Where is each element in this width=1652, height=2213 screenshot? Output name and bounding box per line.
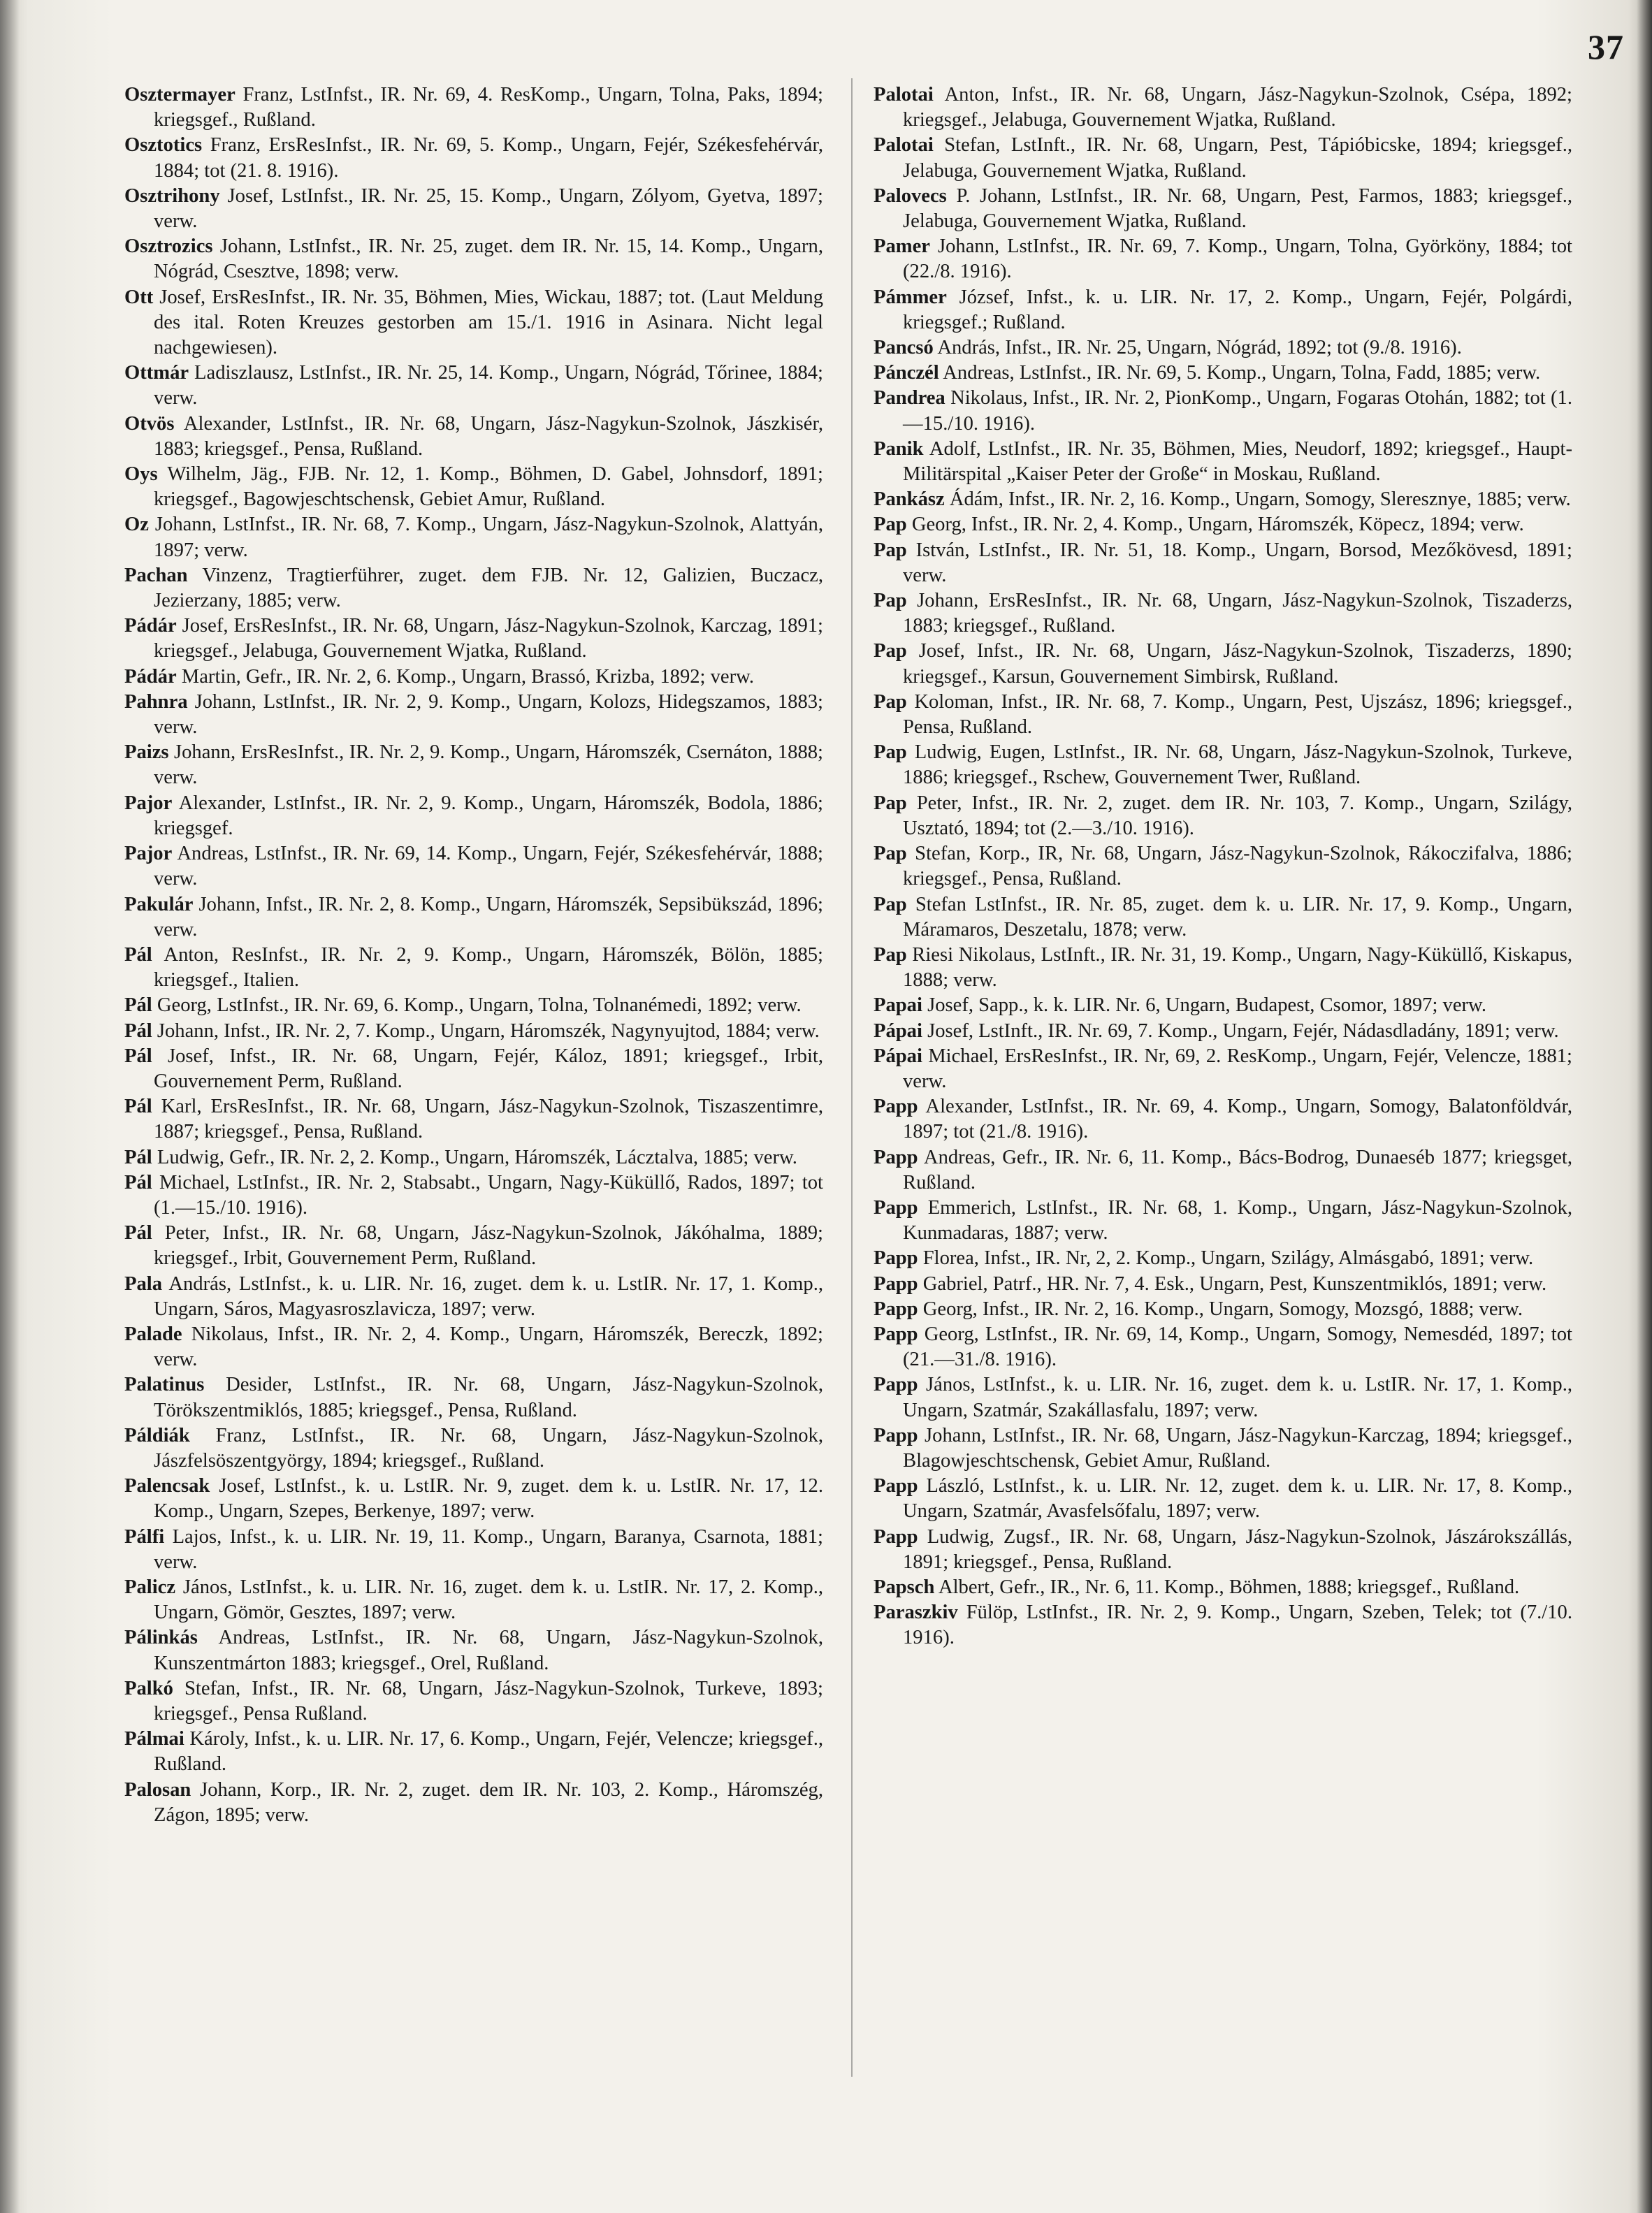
entry-details: Martin, Gefr., IR. Nr. 2, 6. Komp., Ungarn, Brassó, Krizba, 1892; verw.: [176, 665, 755, 688]
entry-surname: Oz: [124, 514, 149, 536]
register-entry: [874, 943, 1572, 993]
entry-surname: Palkó: [124, 1677, 173, 1699]
register-entry: [124, 841, 823, 892]
register-entry: [124, 1372, 823, 1423]
entry-surname: Pap: [874, 792, 907, 814]
register-entry: [124, 740, 823, 790]
register-entry: [874, 1575, 1572, 1600]
entry-surname: Palotai: [874, 84, 934, 106]
entry-surname: Papai: [874, 994, 922, 1017]
register-entry: [874, 1525, 1572, 1575]
register-entry: [124, 285, 823, 361]
entry-surname: Papp: [874, 1374, 918, 1396]
register-entry: [874, 1246, 1572, 1271]
entry-details: Josef, LstInfst., k. u. LstIR. Nr. 9, zuget. dem k. u. LstIR. Nr. 17, 12. Komp., Ungarn, Szepes, Berkenye, 1897; verw.: [154, 1475, 823, 1523]
entry-surname: Pálfi: [124, 1525, 165, 1548]
entry-surname: Osztermayer: [124, 84, 236, 106]
entry-surname: Papp: [874, 1247, 918, 1270]
entry-details: János, LstInfst., k. u. LIR. Nr. 16, zuget. dem k. u. LstIR. Nr. 17, 2. Komp., Ungarn, Gömör, Gesztes, 1897; verw.: [154, 1576, 823, 1624]
entry-details: Anton, Infst., IR. Nr. 68, Ungarn, Jász-Nagykun-Szolnok, Csépa, 1892; kriegsgef., Jelabuga, Gouvernement Wjatka, Rußland.: [903, 84, 1572, 131]
register-entry: [874, 1297, 1572, 1322]
register-entry: [124, 892, 823, 943]
register-entry: [124, 1322, 823, 1372]
entry-surname: Osztrihony: [124, 184, 220, 207]
entry-details: István, LstInfst., IR. Nr. 51, 18. Komp., Ungarn, Borsod, Mezőkövesd, 1891; verw.: [903, 539, 1572, 586]
register-entry: [124, 993, 823, 1018]
entry-details: Johann, LstInfst., IR. Nr. 68, Ungarn, Jász-Nagykun-Karczag, 1894; kriegsgef., Blagowjeschtschensk, Gebiet Amur, Rußland.: [903, 1424, 1572, 1472]
register-entry: [874, 285, 1572, 335]
register-entry: [124, 665, 823, 690]
entry-surname: Pál: [124, 943, 152, 966]
right-page-edge: [1637, 0, 1652, 2213]
register-entry: [874, 1196, 1572, 1246]
entry-details: András, LstInfst., k. u. LIR. Nr. 16, zuget. dem k. u. LstIR. Nr. 17, 1. Komp., Ungarn, Sáros, Magyasroszlavicza, 1897; verw.: [154, 1272, 823, 1320]
entry-surname: Palatinus: [124, 1374, 205, 1396]
register-entry: [874, 588, 1572, 639]
register-entry: [124, 1474, 823, 1524]
register-entry: [874, 1019, 1572, 1044]
entry-details: Franz, LstInfst., IR. Nr. 68, Ungarn, Jász-Nagykun-Szolnok, Jászfelsöszentgyörgy, 1894; kriegsgef., Rußland.: [154, 1424, 823, 1472]
entry-surname: Pámmer: [874, 286, 947, 308]
register-entry: [124, 1423, 823, 1474]
entry-surname: Pap: [874, 893, 907, 915]
entry-surname: Pap: [874, 514, 907, 536]
entry-surname: Pánczél: [874, 362, 939, 384]
column-divider: [851, 78, 853, 2077]
entry-surname: Papp: [874, 1475, 918, 1497]
entry-details: Stefan, LstInft., IR. Nr. 68, Ungarn, Pest, Tápióbicske, 1894; kriegsgef., Jelabuga, Gouvernement Wjatka, Rußland.: [903, 134, 1572, 182]
entry-surname: Pál: [124, 1045, 152, 1067]
entry-details: Andreas, LstInfst., IR. Nr. 68, Ungarn, Jász-Nagykun-Szolnok, Kunszentmárton 1883; kriegsgef., Orel, Rußland.: [154, 1627, 823, 1674]
entry-surname: Papp: [874, 1424, 918, 1446]
entry-surname: Pap: [874, 640, 907, 662]
entry-surname: Pápai: [874, 1020, 922, 1042]
entry-details: Michael, LstInfst., IR. Nr. 2, Stabsabt., Ungarn, Nagy-Küküllő, Rados, 1897; tot (1.—15./10. 1916).: [152, 1171, 823, 1219]
register-entry: [124, 1221, 823, 1271]
entry-details: Stefan, Infst., IR. Nr. 68, Ungarn, Jász-Nagykun-Szolnok, Turkeve, 1893; kriegsgef., Pensa Rußland.: [154, 1677, 823, 1725]
register-entry: [124, 184, 823, 234]
entry-surname: Papp: [874, 1146, 918, 1168]
entry-surname: Palicz: [124, 1576, 176, 1598]
entry-details: Alexander, LstInfst., IR. Nr. 69, 4. Komp., Ungarn, Somogy, Balatonföldvár, 1897; tot (21./8. 1916).: [903, 1096, 1572, 1143]
entry-details: Josef, Sapp., k. k. LIR. Nr. 6, Ungarn, Budapest, Csomor, 1897; verw.: [922, 994, 1486, 1017]
register-entry: [874, 993, 1572, 1018]
entry-surname: Pál: [124, 1171, 152, 1193]
register-entry: [874, 690, 1572, 740]
entry-surname: Pál: [124, 1096, 152, 1118]
left-page-edge: [0, 0, 20, 2213]
entry-surname: Papp: [874, 1525, 918, 1548]
register-entry: [874, 512, 1572, 537]
entry-details: Florea, Infst., IR. Nr, 2, 2. Komp., Ungarn, Szilágy, Almásgabó, 1891; verw.: [918, 1247, 1534, 1270]
entry-details: Johann, Infst., IR. Nr. 2, 8. Komp., Ungarn, Háromszék, Sepsibükszád, 1896; verw.: [154, 893, 823, 941]
entry-surname: Pamer: [874, 235, 930, 258]
register-entry: [874, 841, 1572, 892]
entry-details: Andreas, LstInfst., IR. Nr. 69, 14. Komp., Ungarn, Fejér, Székesfehérvár, 1888; verw.: [154, 843, 823, 890]
left-column: [124, 82, 823, 1828]
entry-details: Josef, Infst., IR. Nr. 68, Ungarn, Jász-Nagykun-Szolnok, Tiszaderzs, 1890; kriegsgef., Karsun, Gouvernement Simbirsk, Rußland.: [903, 640, 1572, 688]
register-entry: [874, 1094, 1572, 1145]
entry-details: Franz, LstInfst., IR. Nr. 69, 4. ResKomp., Ungarn, Tolna, Paks, 1894; kriegsgef., Rußland.: [154, 84, 823, 131]
entry-surname: Ott: [124, 286, 154, 308]
entry-surname: Papsch: [874, 1576, 935, 1598]
entry-details: Ludwig, Zugsf., IR. Nr. 68, Ungarn, Jász-Nagykun-Szolnok, Jászárokszállás, 1891; kriegsgef., Pensa, Rußland.: [903, 1525, 1572, 1573]
register-entry: [874, 1372, 1572, 1423]
entry-details: Johann, LstInfst., IR. Nr. 25, zuget. dem IR. Nr. 15, 14. Komp., Ungarn, Nógrád, Csesztve, 1898; verw.: [154, 235, 823, 283]
entry-surname: Pala: [124, 1272, 163, 1295]
register-entry: [124, 1145, 823, 1170]
entry-details: Georg, Infst., IR. Nr. 2, 4. Komp., Ungarn, Háromszék, Köpecz, 1894; verw.: [906, 514, 1524, 536]
entry-details: Stefan, Korp., IR, Nr. 68, Ungarn, Jász-Nagykun-Szolnok, Rákoczifalva, 1886; kriegsgef., Pensa, Rußland.: [903, 843, 1572, 890]
register-entry: [874, 133, 1572, 183]
entry-surname: Pahnra: [124, 690, 188, 713]
register-entry: [124, 412, 823, 462]
register-entry: [124, 133, 823, 183]
entry-surname: Pádár: [124, 665, 177, 688]
entry-surname: Pál: [124, 994, 152, 1017]
entry-details: Andreas, LstInfst., IR. Nr. 69, 5. Komp., Ungarn, Tolna, Fadd, 1885; verw.: [939, 362, 1541, 384]
entry-surname: Pap: [874, 943, 907, 966]
register-entry: [874, 538, 1572, 588]
entry-surname: Pálinkás: [124, 1627, 198, 1649]
register-entry: [874, 1322, 1572, 1372]
entry-details: Desider, LstInfst., IR. Nr. 68, Ungarn, Jász-Nagykun-Szolnok, Törökszentmiklós, 1885; kriegsgef., Pensa, Rußland.: [154, 1374, 823, 1421]
register-entry: [874, 1272, 1572, 1297]
entry-details: Georg, LstInfst., IR. Nr. 69, 14, Komp., Ungarn, Somogy, Nemesdéd, 1897; tot (21.—31./8. 1916).: [903, 1323, 1572, 1371]
entry-details: Gabriel, Patrf., HR. Nr. 7, 4. Esk., Ungarn, Pest, Kunszentmiklós, 1891; verw.: [918, 1272, 1547, 1295]
entry-details: Emmerich, LstInfst., IR. Nr. 68, 1. Komp., Ungarn, Jász-Nagykun-Szolnok, Kunmadaras, 1887; verw.: [903, 1196, 1572, 1245]
entry-details: Albert, Gefr., IR., Nr. 6, 11. Komp., Böhmen, 1888; kriegsgef., Rußland.: [934, 1576, 1520, 1598]
entry-details: Johann, ErsResInfst., IR. Nr. 2, 9. Komp., Ungarn, Háromszék, Csernáton, 1888; verw.: [154, 741, 823, 789]
register-entry: [124, 1625, 823, 1676]
register-entry: [124, 563, 823, 614]
entry-details: Ludwig, Gefr., IR. Nr. 2, 2. Komp., Ungarn, Háromszék, Lácztalva, 1885; verw.: [152, 1146, 797, 1168]
register-entry: [124, 462, 823, 512]
entry-details: József, Infst., k. u. LIR. Nr. 17, 2. Komp., Ungarn, Fejér, Polgárdi, kriegsgef.; Rußland.: [903, 286, 1572, 333]
register-entry: [874, 487, 1572, 512]
entry-details: Johann, ErsResInfst., IR. Nr. 68, Ungarn, Jász-Nagykun-Szolnok, Tiszaderzs, 1883; kriegsgef., Rußland.: [903, 590, 1572, 637]
entry-surname: Palencsak: [124, 1475, 210, 1497]
entry-details: Lajos, Infst., k. u. LIR. Nr. 19, 11. Komp., Ungarn, Baranya, Csarnota, 1881; verw.: [154, 1525, 823, 1573]
page-number: 37: [1588, 27, 1624, 66]
register-entry: [124, 234, 823, 284]
entry-surname: Pál: [124, 1222, 152, 1245]
register-entry: [874, 1423, 1572, 1474]
register-entry: [874, 1145, 1572, 1196]
register-entry: [124, 1044, 823, 1094]
entry-details: Nikolaus, Infst., IR. Nr. 2, PionKomp., Ungarn, Fogaras Otohán, 1882; tot (1.—15./10. 1916).: [903, 387, 1572, 435]
entry-surname: Papp: [874, 1096, 918, 1118]
register-entry: [124, 1170, 823, 1221]
register-entry: [124, 690, 823, 740]
entry-surname: Pápai: [874, 1045, 922, 1067]
entry-details: Johann, LstInfst., IR. Nr. 68, 7. Komp., Ungarn, Jász-Nagykun-Szolnok, Alattyán, 1897; verw.: [148, 514, 823, 561]
entry-details: Koloman, Infst., IR. Nr. 68, 7. Komp., Ungarn, Pest, Ujszász, 1896; kriegsgef., Pensa, Rußland.: [903, 690, 1572, 739]
entry-details: Peter, Infst., IR. Nr. 2, zuget. dem IR. Nr. 103, 7. Komp., Ungarn, Szilágy, Usztató, 1894; tot (2.—3./10. 1916).: [903, 792, 1572, 839]
entry-details: Anton, ResInfst., IR. Nr. 2, 9. Komp., Ungarn, Háromszék, Bölön, 1885; kriegsgef., Italien.: [152, 943, 823, 992]
entry-surname: Pap: [874, 690, 907, 713]
entry-surname: Palosan: [124, 1778, 191, 1801]
entry-surname: Otvös: [124, 412, 175, 435]
entry-details: Josef, ErsResInfst., IR. Nr. 68, Ungarn, Jász-Nagykun-Szolnok, Karczag, 1891; kriegsgef., Jelabuga, Gouvernement Wjatka, Rußland.: [154, 615, 823, 662]
entry-surname: Pandrea: [874, 387, 945, 409]
register-entry: [874, 386, 1572, 436]
register-entry: [124, 791, 823, 841]
entry-surname: Paizs: [124, 741, 169, 764]
entry-surname: Pap: [874, 539, 907, 561]
entry-surname: Pankász: [874, 488, 945, 511]
entry-surname: Papp: [874, 1323, 918, 1345]
entry-details: Adolf, LstInfst., IR. Nr. 35, Böhmen, Mies, Neudorf, 1892; kriegsgef., Haupt-Militärspital „Kaiser Peter der Große“ in Moskau, Rußland.: [903, 437, 1572, 486]
entry-details: Peter, Infst., IR. Nr. 68, Ungarn, Jász-Nagykun-Szolnok, Jákóhalma, 1889; kriegsgef., Irbit, Gouvernement Perm, Rußland.: [152, 1222, 823, 1270]
entry-details: Ladiszlausz, LstInfst., IR. Nr. 25, 14. Komp., Ungarn, Nógrád, Tőrinee, 1884; verw.: [154, 362, 823, 409]
register-entry: [874, 437, 1572, 487]
entry-surname: Papp: [874, 1298, 918, 1320]
entry-surname: Panik: [874, 437, 924, 460]
register-entry: [874, 335, 1572, 361]
register-entry: [124, 512, 823, 563]
entry-surname: Ottmár: [124, 362, 189, 384]
entry-details: János, LstInfst., k. u. LIR. Nr. 16, zuget. dem k. u. LstIR. Nr. 17, 1. Komp., Ungarn, Szatmár, Szakállasfalu, 1897; verw.: [903, 1374, 1572, 1421]
entry-details: Andreas, Gefr., IR. Nr. 6, 11. Komp., Bács-Bodrog, Dunaeséb 1877; kriegsget, Rußland.: [903, 1146, 1572, 1193]
register-entry: [874, 234, 1572, 284]
register-entry: [124, 1575, 823, 1625]
register-entry: [874, 892, 1572, 943]
entry-surname: Papp: [874, 1272, 918, 1295]
register-entry: [874, 791, 1572, 841]
entry-surname: Papp: [874, 1196, 918, 1219]
entry-details: Josef, LstInft., IR. Nr. 69, 7. Komp., Ungarn, Fejér, Nádasdladány, 1891; verw.: [922, 1020, 1559, 1042]
register-entry: [874, 1600, 1572, 1650]
entry-details: Georg, Infst., IR. Nr. 2, 16. Komp., Ungarn, Somogy, Mozsgó, 1888; verw.: [918, 1298, 1523, 1320]
entry-surname: Oys: [124, 463, 158, 486]
entry-surname: Pajor: [124, 843, 173, 865]
register-entry: [874, 184, 1572, 234]
entry-surname: Palade: [124, 1323, 182, 1345]
entry-details: Ludwig, Eugen, LstInfst., IR. Nr. 68, Ungarn, Jász-Nagykun-Szolnok, Turkeve, 1886; kriegsgef., Rschew, Gouvernement Twer, Rußland.: [903, 741, 1572, 789]
register-entry: [124, 1727, 823, 1777]
entry-details: Johann, Korp., IR. Nr. 2, zuget. dem IR. Nr. 103, 2. Komp., Háromszég, Zágon, 1895; verw.: [154, 1778, 823, 1826]
entry-surname: Osztrozics: [124, 235, 213, 258]
register-entry: [124, 1272, 823, 1322]
entry-surname: Pajor: [124, 792, 173, 814]
entry-details: Nikolaus, Infst., IR. Nr. 2, 4. Komp., Ungarn, Háromszék, Bereczk, 1892; verw.: [154, 1323, 823, 1371]
register-entry: [124, 614, 823, 664]
entry-surname: Palotai: [874, 134, 934, 157]
entry-details: Franz, ErsResInfst., IR. Nr. 69, 5. Komp., Ungarn, Fejér, Székesfehérvár, 1884; tot (21. 8. 1916).: [154, 134, 823, 182]
entry-surname: Pancsó: [874, 337, 934, 359]
entry-surname: Pap: [874, 590, 907, 612]
entry-surname: Paraszkiv: [874, 1602, 958, 1624]
entry-surname: Pál: [124, 1020, 152, 1042]
entry-details: Josef, Infst., IR. Nr. 68, Ungarn, Fejér, Káloz, 1891; kriegsgef., Irbit, Gouvernement Perm, Rußland.: [152, 1045, 823, 1092]
entry-details: Alexander, LstInfst., IR. Nr. 68, Ungarn, Jász-Nagykun-Szolnok, Jászkisér, 1883; kriegsgef., Pensa, Rußland.: [154, 412, 823, 460]
entry-surname: Pálmai: [124, 1728, 184, 1750]
entry-details: P. Johann, LstInfst., IR. Nr. 68, Ungarn, Pest, Farmos, 1883; kriegsgef., Jelabuga, Gouvernement Wjatka, Rußland.: [903, 184, 1572, 233]
register-entry: [124, 1676, 823, 1727]
entry-details: András, Infst., IR. Nr. 25, Ungarn, Nógrád, 1892; tot (9./8. 1916).: [933, 337, 1462, 359]
register-entry: [874, 1474, 1572, 1524]
register-entry: [874, 639, 1572, 689]
entry-details: Károly, Infst., k. u. LIR. Nr. 17, 6. Komp., Ungarn, Fejér, Velencze; kriegsgef., Rußland.: [154, 1728, 823, 1776]
entry-details: Stefan LstInfst., IR. Nr. 85, zuget. dem k. u. LIR. Nr. 17, 9. Komp., Ungarn, Máramaros, Deszetalu, 1878; verw.: [903, 893, 1572, 941]
entry-details: Riesi Nikolaus, LstInft., IR. Nr. 31, 19. Komp., Ungarn, Nagy-Küküllő, Kiskapus, 1888; verw.: [903, 943, 1572, 992]
register-entry: [124, 1778, 823, 1828]
entry-details: Wilhelm, Jäg., FJB. Nr. 12, 1. Komp., Böhmen, D. Gabel, Johnsdorf, 1891; kriegsgef., Bagowjeschtschensk, Gebiet Amur, Rußland.: [154, 463, 823, 511]
entry-details: Johann, Infst., IR. Nr. 2, 7. Komp., Ungarn, Háromszék, Nagynyujtod, 1884; verw.: [152, 1020, 820, 1042]
register-entry: [124, 361, 823, 411]
entry-surname: Páldiák: [124, 1424, 190, 1446]
entry-details: Ádám, Infst., IR. Nr. 2, 16. Komp., Ungarn, Somogy, Sleresznye, 1885; verw.: [944, 488, 1571, 511]
entry-surname: Pál: [124, 1146, 152, 1168]
register-entry: [124, 1019, 823, 1044]
right-column: [874, 82, 1572, 1651]
entry-surname: Osztotics: [124, 134, 203, 157]
register-entry: [874, 740, 1572, 790]
entry-surname: Pakulár: [124, 893, 194, 915]
entry-details: Michael, ErsResInfst., IR. Nr, 69, 2. ResKomp., Ungarn, Fejér, Velencze, 1881; verw.: [903, 1045, 1572, 1092]
entry-details: Fülöp, LstInfst., IR. Nr. 2, 9. Komp., Ungarn, Szeben, Telek; tot (7./10. 1916).: [903, 1602, 1572, 1649]
register-entry: [874, 1044, 1572, 1094]
entry-surname: Pachan: [124, 564, 188, 586]
register-entry: [124, 82, 823, 133]
register-entry: [124, 943, 823, 993]
register-entry: [874, 361, 1572, 386]
entry-details: László, LstInfst., k. u. LIR. Nr. 12, zuget. dem k. u. LIR. Nr. 17, 8. Komp., Ungarn, Szatmár, Avasfelsőfalu, 1897; verw.: [903, 1475, 1572, 1523]
entry-details: Georg, LstInfst., IR. Nr. 69, 6. Komp., Ungarn, Tolna, Tolnanémedi, 1892; verw.: [152, 994, 802, 1017]
entry-details: Johann, LstInfst., IR. Nr. 2, 9. Komp., Ungarn, Kolozs, Hidegszamos, 1883; verw.: [154, 690, 823, 739]
entry-details: Josef, ErsResInfst., IR. Nr. 35, Böhmen, Mies, Wickau, 1887; tot. (Laut Meldung des ital. Roten Kreuzes gestorben am 15./1. 1916 in Asinara. Nicht legal nachgewiesen).: [153, 286, 823, 359]
register-entry: [124, 1525, 823, 1575]
entry-details: Karl, ErsResInfst., IR. Nr. 68, Ungarn, Jász-Nagykun-Szolnok, Tiszaszentimre, 1887; kriegsgef., Pensa, Rußland.: [152, 1096, 823, 1143]
entry-surname: Palovecs: [874, 184, 947, 207]
entry-details: Alexander, LstInfst., IR. Nr. 2, 9. Komp., Ungarn, Háromszék, Bodola, 1886; kriegsgef.: [154, 792, 823, 839]
entry-surname: Pap: [874, 843, 907, 865]
entry-surname: Pap: [874, 741, 907, 764]
entry-surname: Pádár: [124, 615, 177, 637]
entry-details: Josef, LstInfst., IR. Nr. 25, 15. Komp., Ungarn, Zólyom, Gyetva, 1897; verw.: [154, 184, 823, 233]
register-entry: [874, 82, 1572, 133]
entry-details: Vinzenz, Tragtierführer, zuget. dem FJB. Nr. 12, Galizien, Buczacz, Jezierzany, 1885; verw.: [154, 564, 823, 612]
entry-details: Johann, LstInfst., IR. Nr. 69, 7. Komp., Ungarn, Tolna, Györköny, 1884; tot (22./8. 1916).: [903, 235, 1572, 283]
register-entry: [124, 1094, 823, 1145]
